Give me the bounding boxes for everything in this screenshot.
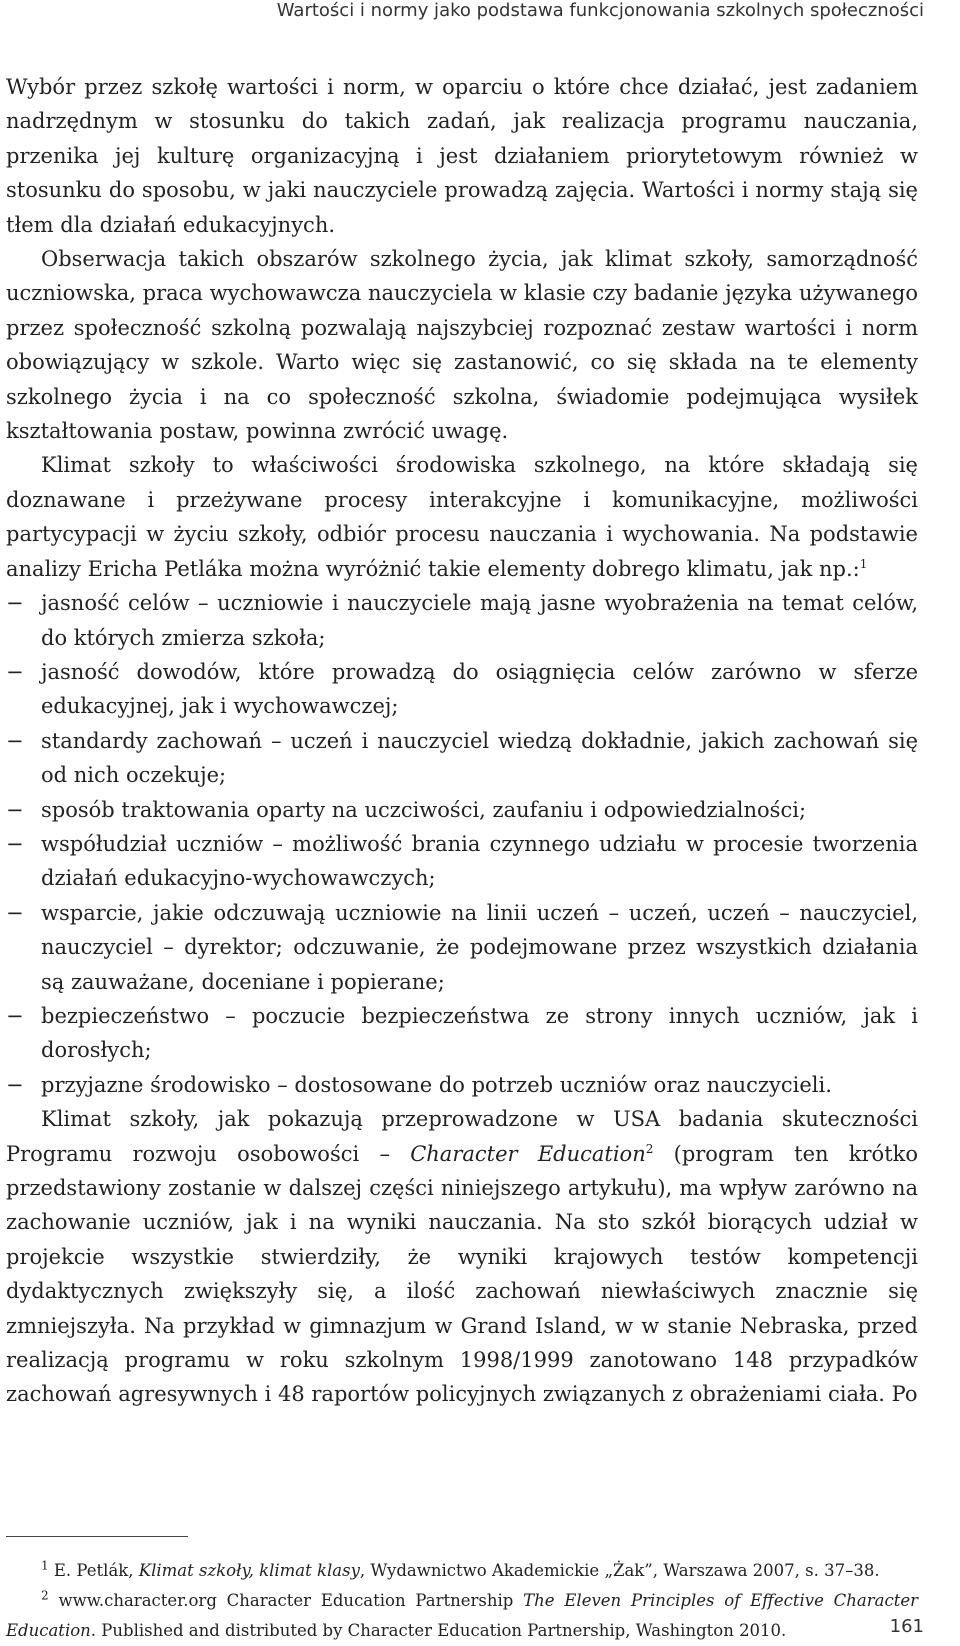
paragraph-3 [6, 448, 918, 586]
list-item: − współudział uczniów – możliwość brania czynnego udziału w procesie tworzenia działań edukacyjno-wychowawczych; [6, 827, 918, 896]
list-item: − jasność celów – uczniowie i nauczyciele mają jasne wyobrażenia na temat celów, do których zmierza szkoła; [6, 586, 918, 655]
paragraph-2: Obserwacja takich obszarów szkolnego życia, jak klimat szkoły, samorządność uczniowska, praca wychowawcza nauczyciela w klasie czy badanie języka używanego przez społeczność szkolną pozwalają najszybciej rozpoznać zestaw wartości i norm obowiązujący w szkole. Warto więc się zastanowić, co się składa na te elementy szkolnego życia i na co społeczność szkolna, świadomie podejmująca wysiłek kształtowania postaw, powinna zwrócić uwagę. [6, 247, 918, 444]
footnote-separator [6, 1536, 188, 1537]
footnote-ref-2: 2 [645, 1141, 654, 1156]
paragraph-4-part1: Klimat szkoły, jak pokazują przeprowadzone w USA badania skuteczności Programu rozwoju osobowości – [6, 1107, 918, 1166]
footnote-1-number: 1 [41, 1558, 49, 1573]
list-item: − bezpieczeństwo – poczucie bezpieczeństwa ze strony innych uczniów, jak i dorosłych; [6, 999, 918, 1068]
paragraph-1: Wybór przez szkołę wartości i norm, w oparciu o które chce działać, jest zadaniem nadrzędnym w stosunku do takich zadań, jak realizacja programu nauczania, przenika jej kulturę organizacyjną i jest działaniem priorytetowym również w stosunku do sposobu, w jaki nauczyciele prowadzą zajęcia. Wartości i normy stają się tłem dla działań edukacyjnych. [6, 75, 918, 237]
running-header: Wartości i normy jako podstawa funkcjonowania szkolnych społeczności [276, 0, 924, 21]
footnote-1-title: Klimat szkoły, klimat klasy [138, 1561, 360, 1580]
footnote-2-title: The Eleven Principles of Effective Character Education. [6, 1591, 919, 1640]
list-item: − sposób traktowania oparty na uczciwości, zaufaniu i odpowiedzialności; [6, 793, 918, 827]
list-item: − wsparcie, jakie odczuwają uczniowie na linii uczeń – uczeń, uczeń – nauczyciel, nauczyciel – dyrektor; odczuwanie, że podejmowane przez wszystkich działania są zauważane, doceniane i popierane; [6, 896, 918, 999]
footnote-1-pre: E. Petlák, [48, 1561, 139, 1580]
list-item: − jasność dowodów, które prowadzą do osiągnięcia celów zarówno w sferze edukacyjnej, jak i wychowawczej; [6, 655, 918, 724]
page-number: 161 [889, 1616, 924, 1637]
list-item: − standardy zachowań – uczeń i nauczyciel wiedzą dokładnie, jakich zachowań się od nich oczekuje; [6, 724, 918, 793]
footnote-ref-1: 1 [859, 556, 868, 571]
footnote-2-post: Published and distributed by Character Education Partnership, Washington 2010. [96, 1621, 787, 1640]
paragraph-4-italic: Character Education [410, 1141, 646, 1166]
body-text [6, 70, 918, 1412]
footnote-2 [6, 1586, 918, 1646]
footnote-1 [6, 1556, 918, 1586]
paragraph-4 [6, 1102, 918, 1412]
footnote-2-pre: www.character.org Character Education Partnership [48, 1591, 524, 1610]
footnote-2-number: 2 [41, 1588, 49, 1603]
paragraph-3-text: Klimat szkoły to właściwości środowiska szkolnego, na które składają się doznawane i przeżywane procesy interakcyjne i komunikacyjne, możliwości partycypacji w życiu szkoły, odbiór procesu nauczania i wychowania. Na podstawie analizy Ericha Petláka można wyróżnić takie elementy dobrego klimatu, jak np.: [6, 453, 918, 581]
climate-elements-list [6, 586, 918, 1102]
footnotes [6, 1556, 918, 1646]
list-item: − przyjazne środowisko – dostosowane do potrzeb uczniów oraz nauczycieli. [6, 1068, 918, 1102]
footnote-1-post: , Wydawnictwo Akademickie „Żak”, Warszawa 2007, s. 37–38. [359, 1561, 880, 1580]
paragraph-4-part2: (program ten krótko przedstawiony zostanie w dalszej części niniejszego artykułu), ma wpływ zarówno na zachowanie uczniów, jak i na wyniki nauczania. Na sto szkół biorących udział w projekcie wszystkie stwierdziły, że wyniki krajowych testów kompetencji dydaktycznych zwiększyły się, a ilość zachowań niewłaściwych znacznie się zmniejszyła. Na przykład w gimnazjum w Grand Island, w w stanie Nebraska, przed realizacją programu w roku szkolnym 1998/1999 zanotowano 148 przypadków zachowań agresywnych i 48 raportów policyjnych związanych z obrażeniami ciała. Po [6, 1141, 918, 1407]
